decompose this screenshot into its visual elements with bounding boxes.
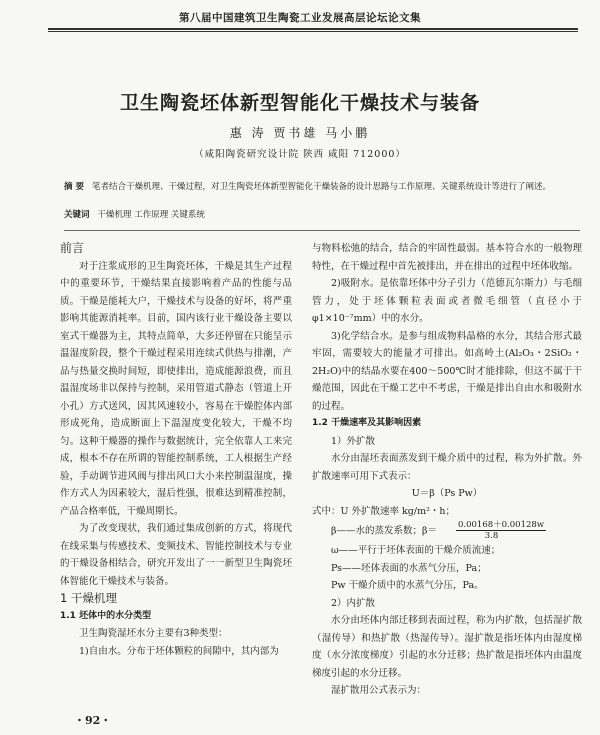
authors: 惠 涛 贾书雄 马小鹏 bbox=[229, 126, 371, 140]
paragraph: 水分由湿坯表面蒸发到干燥介质中的过程，称为外扩散。外扩散速率可用下式表示： bbox=[312, 453, 582, 482]
right-column bbox=[312, 240, 582, 700]
beta-label: β——水的蒸发系数；β＝ bbox=[331, 525, 437, 537]
beta-numerator: 0.00168＋0.00128w bbox=[458, 520, 545, 530]
subsection-heading: 1.2 干燥速率及其影响因素 bbox=[312, 418, 422, 428]
paragraph: 3)化学结合水。是参与组成物料晶格的水分，其结合形式最牢固，需要较大的能量才可排出。如高岭土(Al₂O₃・2SiO₂・2H₂O)中的结晶水要在400～500℃时才能排除，但这不属于干燥范围，因此在干燥工艺中不考虑，干燥是排出自由水和吸附水的过程。 bbox=[312, 330, 582, 412]
paper-title: 卫生陶瓷坯体新型智能化干燥技术与装备 bbox=[119, 92, 480, 114]
formula-definition: ω——平行于坯体表面的干燥介质流速； bbox=[331, 545, 501, 556]
beta-denominator: 3.8 bbox=[484, 531, 499, 541]
paragraph: 与物料松弛的结合，结合的牢固性最弱。基本符合水的一般物理特性，在干燥过程中首先被排出，并在排出的过程中坯体收缩。 bbox=[312, 243, 582, 272]
subsubsection-heading: 1）外扩散 bbox=[331, 435, 376, 447]
formula-definition: Ps——坯体表面的水蒸气分压，Pa； bbox=[331, 562, 487, 574]
subsubsection-heading: 2）内扩散 bbox=[331, 597, 376, 609]
paragraph: 卫生陶瓷湿坯水分主要有3种类型： bbox=[79, 628, 228, 639]
paragraph: 对于注浆成形的卫生陶瓷坯体，干燥是其生产过程中的重要环节，干燥结果直接影响着产品的性能与品质。干燥是能耗大户，干燥技术与设备的好坏，将严重影响其能源消耗率。目前，国内该行业干燥设备主要以室式干燥器为主，其特点简单，大多还停留在只能呈示温湿度阶段，整个干燥过程采用连续式供热与排潮，产品与热量交换时间短，即使排出，造成能源浪费，而且温湿度场非以保持与控制，采用管道式静态（管道上开小孔）方式送风，因其风速较小，容易在干燥腔体内部形成死角，造成断面上下温湿度变化较大，干燥不均匀。这种干燥器的操作与数据统计，完全依靠人工来完成，根本不存在所谓的智能控制系统，工人根据生产经验，手动调节进风阀与排出风口大小来控制温湿度，操作方式人为因素较大，湿后性强，很难达到精准控制，产品合格率低，干燥周期长。 bbox=[60, 260, 292, 517]
keywords-label: 关键词 bbox=[64, 210, 90, 220]
paragraph: 湿扩散用公式表示为： bbox=[331, 685, 427, 696]
keywords-text: 干燥机理 工作原理 关键系统 bbox=[97, 210, 205, 220]
abstract-label: 摘 要 bbox=[64, 182, 84, 192]
page-number: ・92・ bbox=[74, 714, 112, 727]
formula-definition: Pw 干燥介质中的水蒸气分压，Pa。 bbox=[331, 580, 484, 591]
header-rule-thin bbox=[48, 31, 578, 32]
formula: U＝β（Ps Pw） bbox=[411, 488, 483, 499]
paragraph: 2)吸附水。是依靠坯体中分子引力（范德瓦尔斯力）与毛细管力，处于坯体颗粒表面或者微毛细管（直径小于φ1×10⁻⁷mm）中的水分。 bbox=[312, 278, 582, 324]
paragraph: 为了改变现状，我们通过集成创新的方式，将现代在线采集与传感技术、变频技术、智能控制技术与专业的干燥设备相结合，研究开发出了一一新型卫生陶瓷坯体智能化干燥技术与装备。 bbox=[60, 523, 292, 587]
header-rule-thick bbox=[48, 28, 578, 30]
abstract-divider bbox=[64, 230, 580, 231]
subsection-heading: 1.1 坯体中的水分类型 bbox=[60, 610, 152, 621]
left-column bbox=[60, 240, 292, 660]
abstract bbox=[64, 180, 564, 194]
preface-heading: 前言 bbox=[60, 241, 85, 255]
formula-definition: 式中：U 外扩散速率 kg/m²・h； bbox=[312, 505, 456, 517]
beta-fraction bbox=[437, 520, 546, 542]
abstract-text: 笔者结合干燥机理、干燥过程，对卫生陶瓷坯体新型智能化干燥装备的设计思路与工作原理、关键系统设计等进行了阐述。 bbox=[91, 182, 551, 192]
section-heading: 1 干燥机理 bbox=[60, 591, 117, 605]
keywords bbox=[64, 208, 564, 220]
paragraph: 水分由坯体内部迁移到表面过程，称为内扩散，包括湿扩散（湿传导）和热扩散（热湿传导）。湿扩散是指坯体内由湿度梯度（水分浓度梯度）引起的水分迁移；热扩散是指坯体内由温度梯度引起的水分迁移。 bbox=[312, 615, 582, 679]
affiliation: （咸阳陶瓷研究设计院 陕西 咸阳 712000） bbox=[194, 149, 406, 160]
formula-definition bbox=[312, 520, 582, 542]
paragraph: 1)自由水。分布于坯体颗粒的间隙中，其内部为 bbox=[79, 645, 279, 657]
running-header: 第八届中国建筑卫生陶瓷工业发展高层论坛论文集 bbox=[179, 12, 421, 24]
